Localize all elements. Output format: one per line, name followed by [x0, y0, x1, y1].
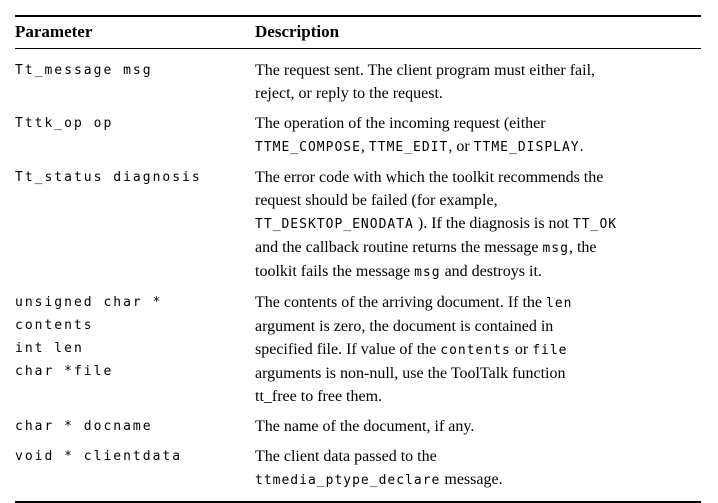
description-line: [255, 385, 701, 408]
code-text: TTME_EDIT: [368, 140, 449, 155]
body-text: argument is zero, the document is contained in: [255, 318, 554, 335]
body-text: ). If the diagnosis is not: [413, 215, 573, 232]
description-line: [255, 212, 701, 236]
description-cell: [255, 445, 701, 492]
body-text: or: [510, 341, 533, 358]
code-text: file: [532, 343, 568, 358]
description-line: [255, 112, 701, 135]
body-text: reject, or reply to the request.: [255, 85, 443, 102]
code-text: TT_OK: [572, 217, 618, 232]
description-line: [255, 166, 701, 189]
body-text: request should be failed (for example,: [255, 192, 498, 209]
parameter-cell: [15, 59, 255, 105]
parameter-line: Tttk_op op: [15, 116, 114, 131]
description-line: [255, 82, 701, 105]
description-line: [255, 135, 701, 159]
body-text: The operation of the incoming request (either: [255, 115, 546, 132]
parameter-line: unsigned char *: [15, 295, 163, 310]
parameter-line: char *file: [15, 364, 114, 379]
description-line: [255, 315, 701, 338]
parameter-line: Tt_message msg: [15, 63, 153, 78]
body-text: toolkit fails the message: [255, 263, 415, 280]
table-body: [15, 49, 701, 501]
table-row: [15, 59, 701, 105]
table-row: [15, 291, 701, 408]
description-line: [255, 362, 701, 385]
body-text: .: [579, 138, 584, 155]
description-cell: [255, 166, 701, 284]
table-row: [15, 112, 701, 159]
parameter-description-table: [15, 15, 701, 503]
parameter-cell: [15, 445, 255, 492]
parameter-line: contents: [15, 318, 94, 333]
table-header-row: [15, 17, 701, 49]
code-text: TTME_DISPLAY: [473, 140, 580, 155]
parameter-cell: [15, 166, 255, 284]
body-text: The error code with which the toolkit recommends the: [255, 169, 604, 186]
description-cell: [255, 415, 701, 438]
description-line: [255, 468, 701, 492]
parameter-cell: [15, 291, 255, 408]
description-cell: [255, 291, 701, 408]
code-text: msg: [414, 265, 441, 280]
body-text: The contents of the arriving document. If the: [255, 294, 547, 311]
body-text: specified file. If value of the: [255, 341, 441, 358]
description-cell: [255, 112, 701, 159]
table-row: [15, 445, 701, 492]
code-text: len: [546, 296, 573, 311]
code-text: msg: [542, 241, 569, 256]
description-line: [255, 445, 701, 468]
body-text: and the callback routine returns the message: [255, 239, 543, 256]
body-text: and destroys it.: [440, 263, 542, 280]
description-cell: [255, 59, 701, 105]
body-text: The request sent. The client program must either fail,: [255, 62, 596, 79]
parameter-line: Tt_status diagnosis: [15, 170, 202, 185]
body-text: The name of the document, if any.: [255, 418, 475, 435]
description-line: [255, 291, 701, 315]
body-text: , the: [568, 239, 597, 256]
description-line: [255, 59, 701, 82]
table-row: [15, 415, 701, 438]
description-line: [255, 260, 701, 284]
body-text: tt_free to free them.: [255, 388, 383, 405]
code-text: ttmedia_ptype_declare: [255, 473, 441, 488]
body-text: The client data passed to the: [255, 448, 437, 465]
parameter-line: int len: [15, 341, 84, 356]
parameter-cell: [15, 415, 255, 438]
description-line: [255, 236, 701, 260]
code-text: TTME_COMPOSE: [255, 140, 361, 155]
body-text: message.: [440, 471, 503, 488]
table-row: [15, 166, 701, 284]
body-text: ,: [360, 138, 369, 155]
parameter-line: void * clientdata: [15, 449, 183, 464]
body-text: , or: [448, 138, 474, 155]
body-text: arguments is non-null, use the ToolTalk function: [255, 365, 566, 382]
parameter-cell: [15, 112, 255, 159]
parameter-line: char * docname: [15, 419, 153, 434]
description-line: [255, 415, 701, 438]
description-line: [255, 189, 701, 212]
description-column-header: Description: [255, 22, 340, 41]
code-text: TT_DESKTOP_ENODATA: [255, 217, 414, 232]
code-text: contents: [440, 343, 511, 358]
parameter-column-header: Parameter: [15, 22, 93, 41]
description-line: [255, 338, 701, 362]
